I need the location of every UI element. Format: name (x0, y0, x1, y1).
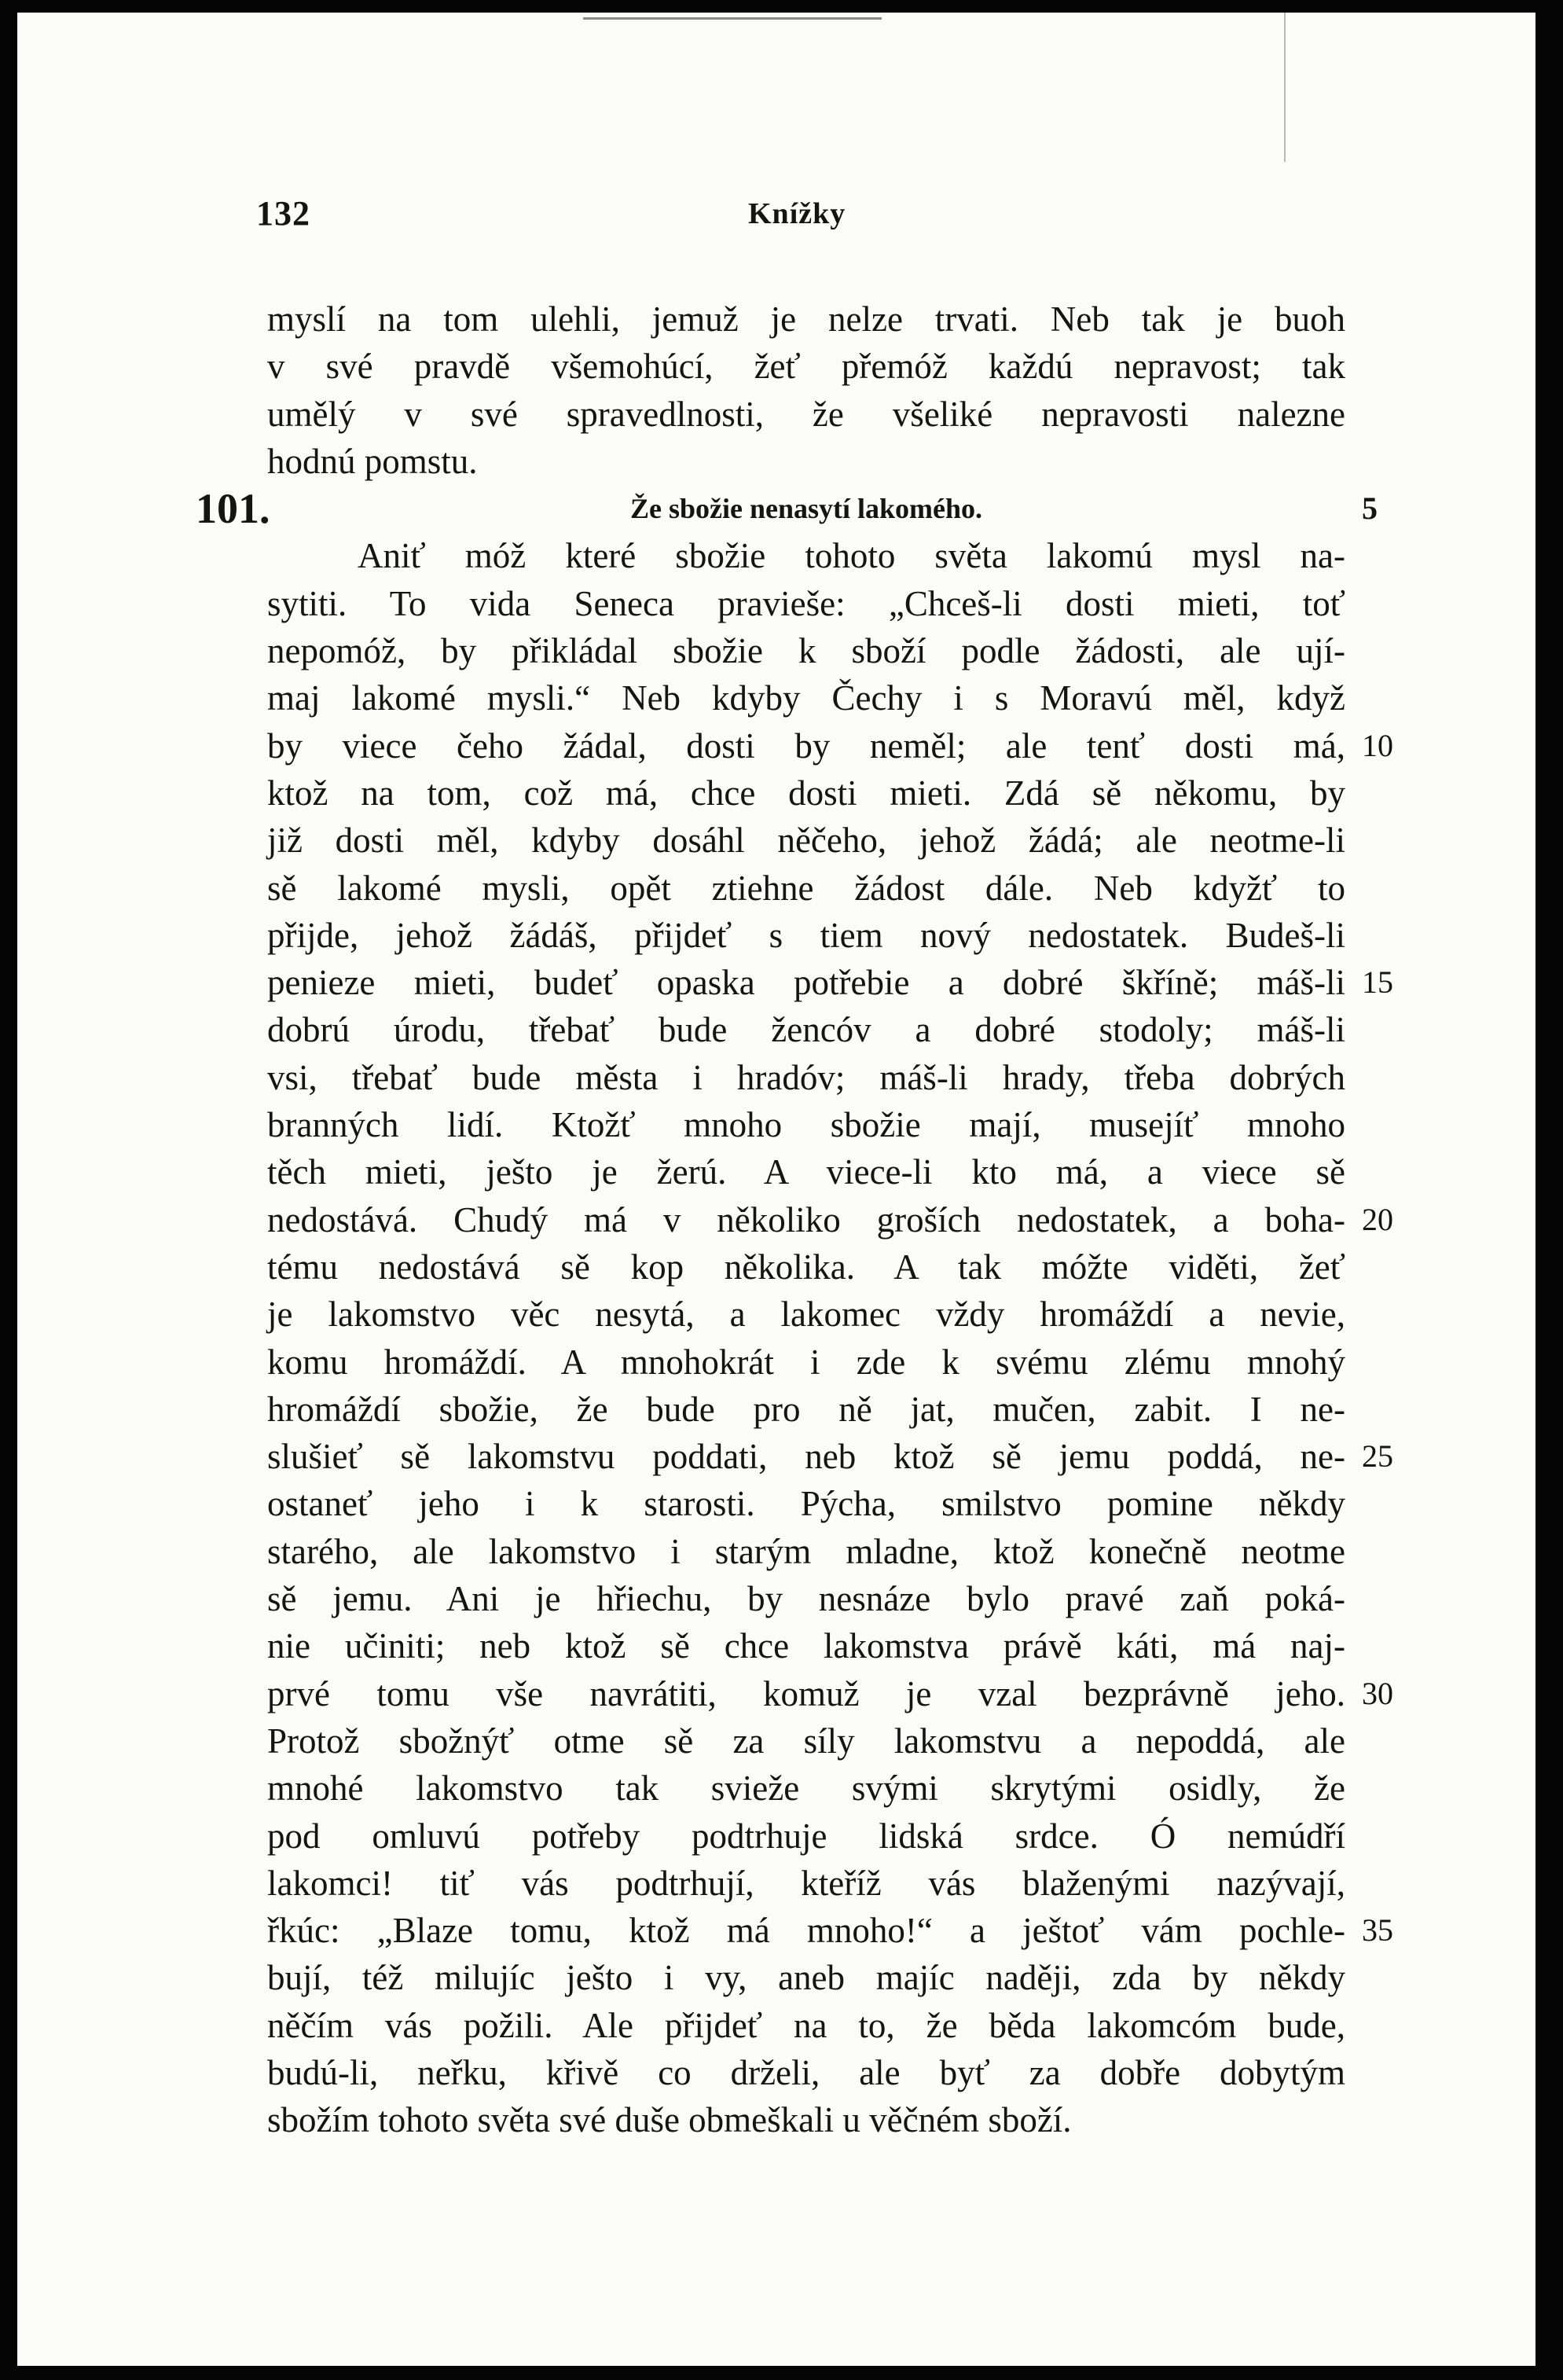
text-line (267, 1528, 1345, 1575)
text-line (267, 1717, 1345, 1765)
line-text: těch mieti, ješto je žerú. A viece-li kto má, a viece sě (267, 1152, 1345, 1192)
text-line (267, 1622, 1345, 1669)
line-text: sě lakomé mysli, opět ztiehne žádost dále. Neb kdyžť to (267, 868, 1345, 908)
text-line (267, 1433, 1393, 1480)
line-text: ostaneť jeho i k starosti. Pýcha, smilstvo pomine někdy (267, 1484, 1345, 1524)
line-text: sě jemu. Ani je hřiechu, by nesnáze bylo pravé zaň poká- (267, 1579, 1345, 1619)
text-line (267, 769, 1345, 817)
line-text: Protož sbožnýť otme sě za síly lakomstvu a nepoddá, ale (267, 1721, 1345, 1761)
line-text: nie učiniti; neb ktož sě chce lakomstva právě káti, má naj- (267, 1626, 1345, 1666)
body-text (196, 296, 1393, 2144)
text-line (267, 438, 1345, 485)
text-line (267, 2049, 1345, 2096)
line-text: Aniť móž které sbožie tohoto světa lakomú mysl na- (358, 536, 1345, 576)
line-text: mnohé lakomstvo tak svieže svými skrytými osidly, že (267, 1768, 1345, 1809)
line-text: hromáždí sbožie, že bude pro ně jat, mučen, zabit. I ne- (267, 1389, 1345, 1429)
line-text: něčím vás požili. Ale přijdeť na to, že běda lakomcóm bude, (267, 2005, 1345, 2045)
line-text: v své pravdě všemohúcí, žeť přemóž každú nepravost; tak (267, 347, 1345, 387)
page-top-mark (583, 17, 882, 20)
line-text: hodnú pomstu. (267, 441, 478, 481)
text-line (267, 1101, 1345, 1148)
line-text: budú-li, neřku, křivě co drželi, ale byť za dobře dobytým (267, 2052, 1345, 2092)
text-line (267, 1243, 1345, 1291)
text-line (267, 959, 1393, 1006)
text-line (267, 2002, 1345, 2049)
text-line (267, 1813, 1345, 1860)
text-line (267, 296, 1345, 343)
text-line (267, 580, 1345, 627)
line-text: by viece čeho žádal, dosti by neměl; ale tenť dosti má, (267, 725, 1345, 766)
text-line (267, 1339, 1345, 1386)
page-header (17, 193, 1535, 248)
text-line (267, 1196, 1393, 1243)
margin-line-number: 5 (1362, 490, 1378, 527)
text-line (267, 1575, 1345, 1622)
line-text: nedostává. Chudý má v několiko groších nedostatek, a boha- (267, 1199, 1345, 1240)
text-line (267, 1054, 1345, 1101)
line-text: již dosti měl, kdyby dosáhl něčeho, jehož žádá; ale neotme-li (267, 821, 1345, 861)
margin-line-number: 15 (1362, 964, 1393, 1001)
text-line (267, 674, 1345, 722)
running-title: Knížky (748, 197, 846, 230)
chapter-number: 101. (196, 485, 270, 533)
line-text: nepomóž, by přikládal sbožie k sboží podle žádosti, ale ují- (267, 631, 1345, 671)
line-text: branných lidí. Ktožť mnoho sbožie mají, musejíť mnoho (267, 1105, 1345, 1145)
line-text: lakomci! tiť vás podtrhují, kteříž vás blaženými nazývají, (267, 1863, 1345, 1903)
line-text: sbožím tohoto světa své duše obmeškali u věčném sboží. (267, 2100, 1072, 2140)
line-text: starého, ale lakomstvo i starým mladne, ktož konečně neotme (267, 1531, 1345, 1571)
line-text: ktož na tom, což má, chce dosti mieti. Zdá sě někomu, by (267, 773, 1345, 813)
margin-line-number: 30 (1362, 1675, 1393, 1711)
line-text: bují, též milujíc ješto i vy, aneb majíc naději, zda by někdy (267, 1958, 1345, 1998)
margin-line-number: 20 (1362, 1201, 1393, 1237)
text-line (267, 1480, 1345, 1527)
margin-line-number: 10 (1362, 727, 1393, 763)
line-text: myslí na tom ulehli, jemuž je nelze trvati. Neb tak je buoh (267, 299, 1345, 339)
text-line (267, 1954, 1345, 2001)
text-line (267, 1765, 1345, 1812)
line-text: penieze mieti, budeť opaska potřebie a dobré škříně; máš-li (267, 963, 1345, 1003)
line-text: umělý v své spravedlnosti, že všeliké nepravosti nalezne (267, 394, 1345, 434)
margin-line-number: 25 (1362, 1438, 1393, 1475)
text-line (267, 343, 1345, 390)
page-number: 132 (256, 194, 310, 233)
chapter-heading-line (196, 485, 1378, 533)
text-line (267, 627, 1345, 674)
text-line (267, 1670, 1393, 1717)
text-line (267, 722, 1393, 769)
text-line (267, 1006, 1345, 1053)
text-line (267, 1386, 1345, 1433)
text-line (267, 912, 1345, 959)
line-text: komu hromáždí. A mnohokrát i zde k svému zlému mnohý (267, 1342, 1345, 1382)
chapter-heading: Že sbožie nenasytí lakomého. (629, 493, 982, 525)
text-line (267, 2096, 1345, 2143)
line-text: vsi, třebať bude města i hradóv; máš-li hrady, třeba dobrých (267, 1057, 1345, 1097)
text-line (267, 391, 1345, 438)
line-text: tému nedostává sě kop několika. A tak móžte viděti, žeť (267, 1247, 1345, 1287)
line-text: slušieť sě lakomstvu poddati, neb ktož sě jemu poddá, ne- (267, 1437, 1345, 1477)
line-text: dobrú úrodu, třebať bude žencóv a dobré stodoly; máš-li (267, 1010, 1345, 1050)
margin-line-number: 35 (1362, 1912, 1393, 1948)
line-text: maj lakomé mysli.“ Neb kdyby Čechy i s Moravú měl, když (267, 678, 1345, 718)
line-text: řkúc: „Blaze tomu, ktož má mnoho!“ a ještoť vám pochle- (267, 1911, 1345, 1951)
text-line (267, 532, 1345, 579)
text-line (267, 1291, 1345, 1338)
line-text: prvé tomu vše navrátiti, komuž je vzal bezprávně jeho. (267, 1673, 1345, 1713)
text-line (267, 817, 1345, 864)
text-line (267, 1148, 1345, 1196)
line-text: sytiti. To vida Seneca pravieše: „Chceš-li dosti mieti, toť (267, 583, 1345, 623)
text-line (267, 865, 1345, 912)
line-text: pod omluvú potřeby podtrhuje lidská srdce. Ó nemúdří (267, 1816, 1345, 1856)
page-edge-mark (1284, 13, 1286, 162)
line-text: je lakomstvo věc nesytá, a lakomec vždy hromáždí a nevie, (267, 1295, 1345, 1335)
text-line (267, 1860, 1345, 1907)
book-page (17, 13, 1535, 2366)
text-line (267, 1907, 1393, 1954)
line-text: přijde, jehož žádáš, přijdeť s tiem nový nedostatek. Budeš-li (267, 915, 1345, 955)
